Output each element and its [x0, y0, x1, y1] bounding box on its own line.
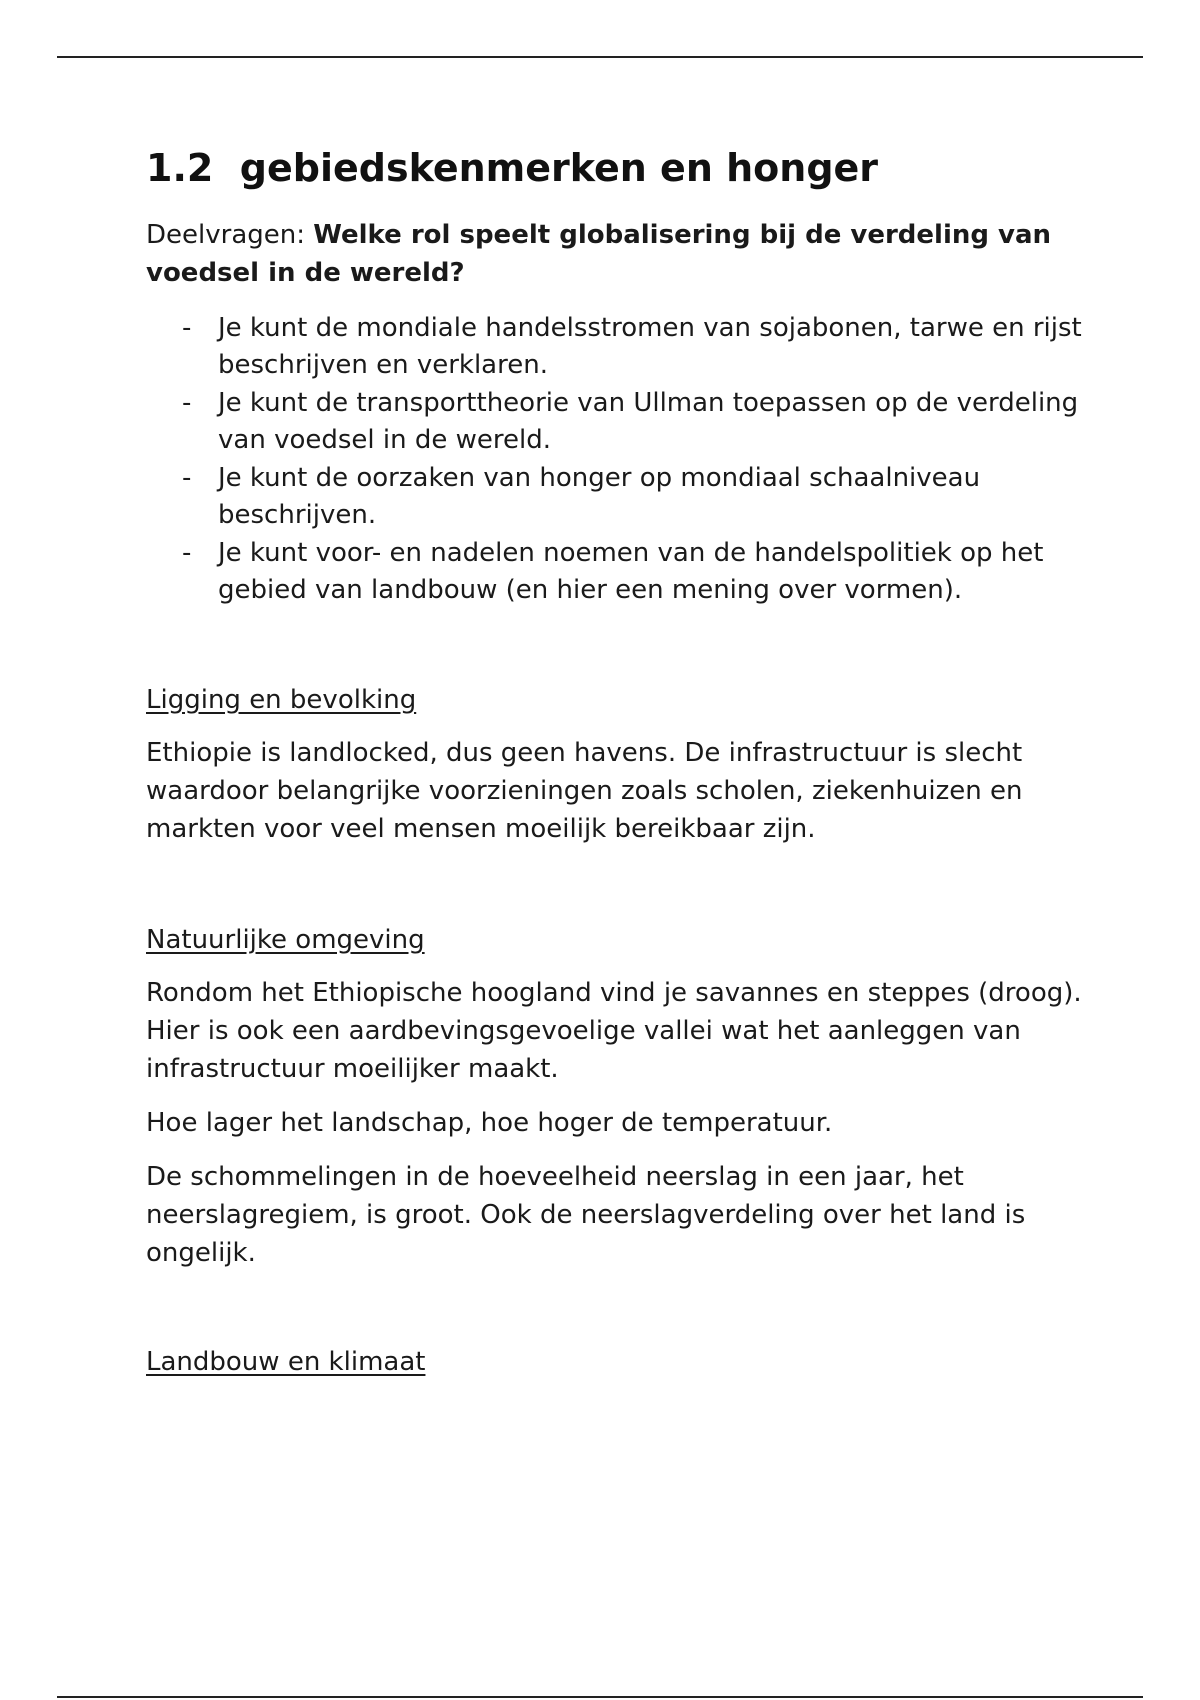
- learning-goals-list: [146, 310, 1106, 609]
- header-rule: [57, 56, 1143, 58]
- paragraph: Hoe lager het landschap, hoe hoger de temperatuur.: [146, 1108, 833, 1138]
- footer-rule: [57, 1696, 1143, 1698]
- dash-bullet-icon: -: [182, 463, 192, 493]
- dash-bullet-icon: -: [182, 538, 192, 568]
- subquestion-text: Welke rol speelt globalisering bij de verdeling van voedsel in de wereld?: [146, 220, 1052, 288]
- subquestion-label: Deelvragen:: [146, 220, 314, 250]
- paragraph: Ethiopie is landlocked, dus geen havens. De infrastructuur is slecht waardoor belangrijke voorzieningen zoals scholen, ziekenhuizen en markten voor veel mensen moeilijk bereikbaar zijn.: [146, 738, 1023, 844]
- list-item: [146, 385, 1106, 459]
- section-heading-landbouw: Landbouw en klimaat: [146, 1347, 426, 1377]
- paragraph: De schommelingen in de hoeveelheid neerslag in een jaar, het neerslagregiem, is groot. Ook de neerslagverdeling over het land is ongelijk.: [146, 1162, 1026, 1268]
- goal-text: Je kunt de transporttheorie van Ullman toepassen op de verdeling van voedsel in de wereld.: [218, 388, 1079, 455]
- list-item: [146, 310, 1106, 384]
- paragraph: Rondom het Ethiopische hoogland vind je savannes en steppes (droog). Hier is ook een aardbevingsgevoelige vallei wat het aanleggen van infrastructuur moeilijker maakt.: [146, 978, 1082, 1084]
- section-heading-ligging: Ligging en bevolking: [146, 685, 417, 715]
- list-item: [146, 460, 1106, 534]
- dash-bullet-icon: -: [182, 388, 192, 418]
- dash-bullet-icon: -: [182, 313, 192, 343]
- goal-text: Je kunt voor- en nadelen noemen van de handelspolitiek op het gebied van landbouw (en hier een mening over vormen).: [218, 538, 1044, 605]
- page-title: 1.2 gebiedskenmerken en honger: [146, 146, 879, 190]
- list-item: [146, 535, 1106, 609]
- subquestion: [146, 216, 1106, 292]
- section-heading-natuurlijke-omgeving: Natuurlijke omgeving: [146, 925, 425, 955]
- goal-text: Je kunt de mondiale handelsstromen van sojabonen, tarwe en rijst beschrijven en verklaren.: [218, 313, 1082, 380]
- page-content: [146, 140, 1106, 1381]
- goal-text: Je kunt de oorzaken van honger op mondiaal schaalniveau beschrijven.: [218, 463, 981, 530]
